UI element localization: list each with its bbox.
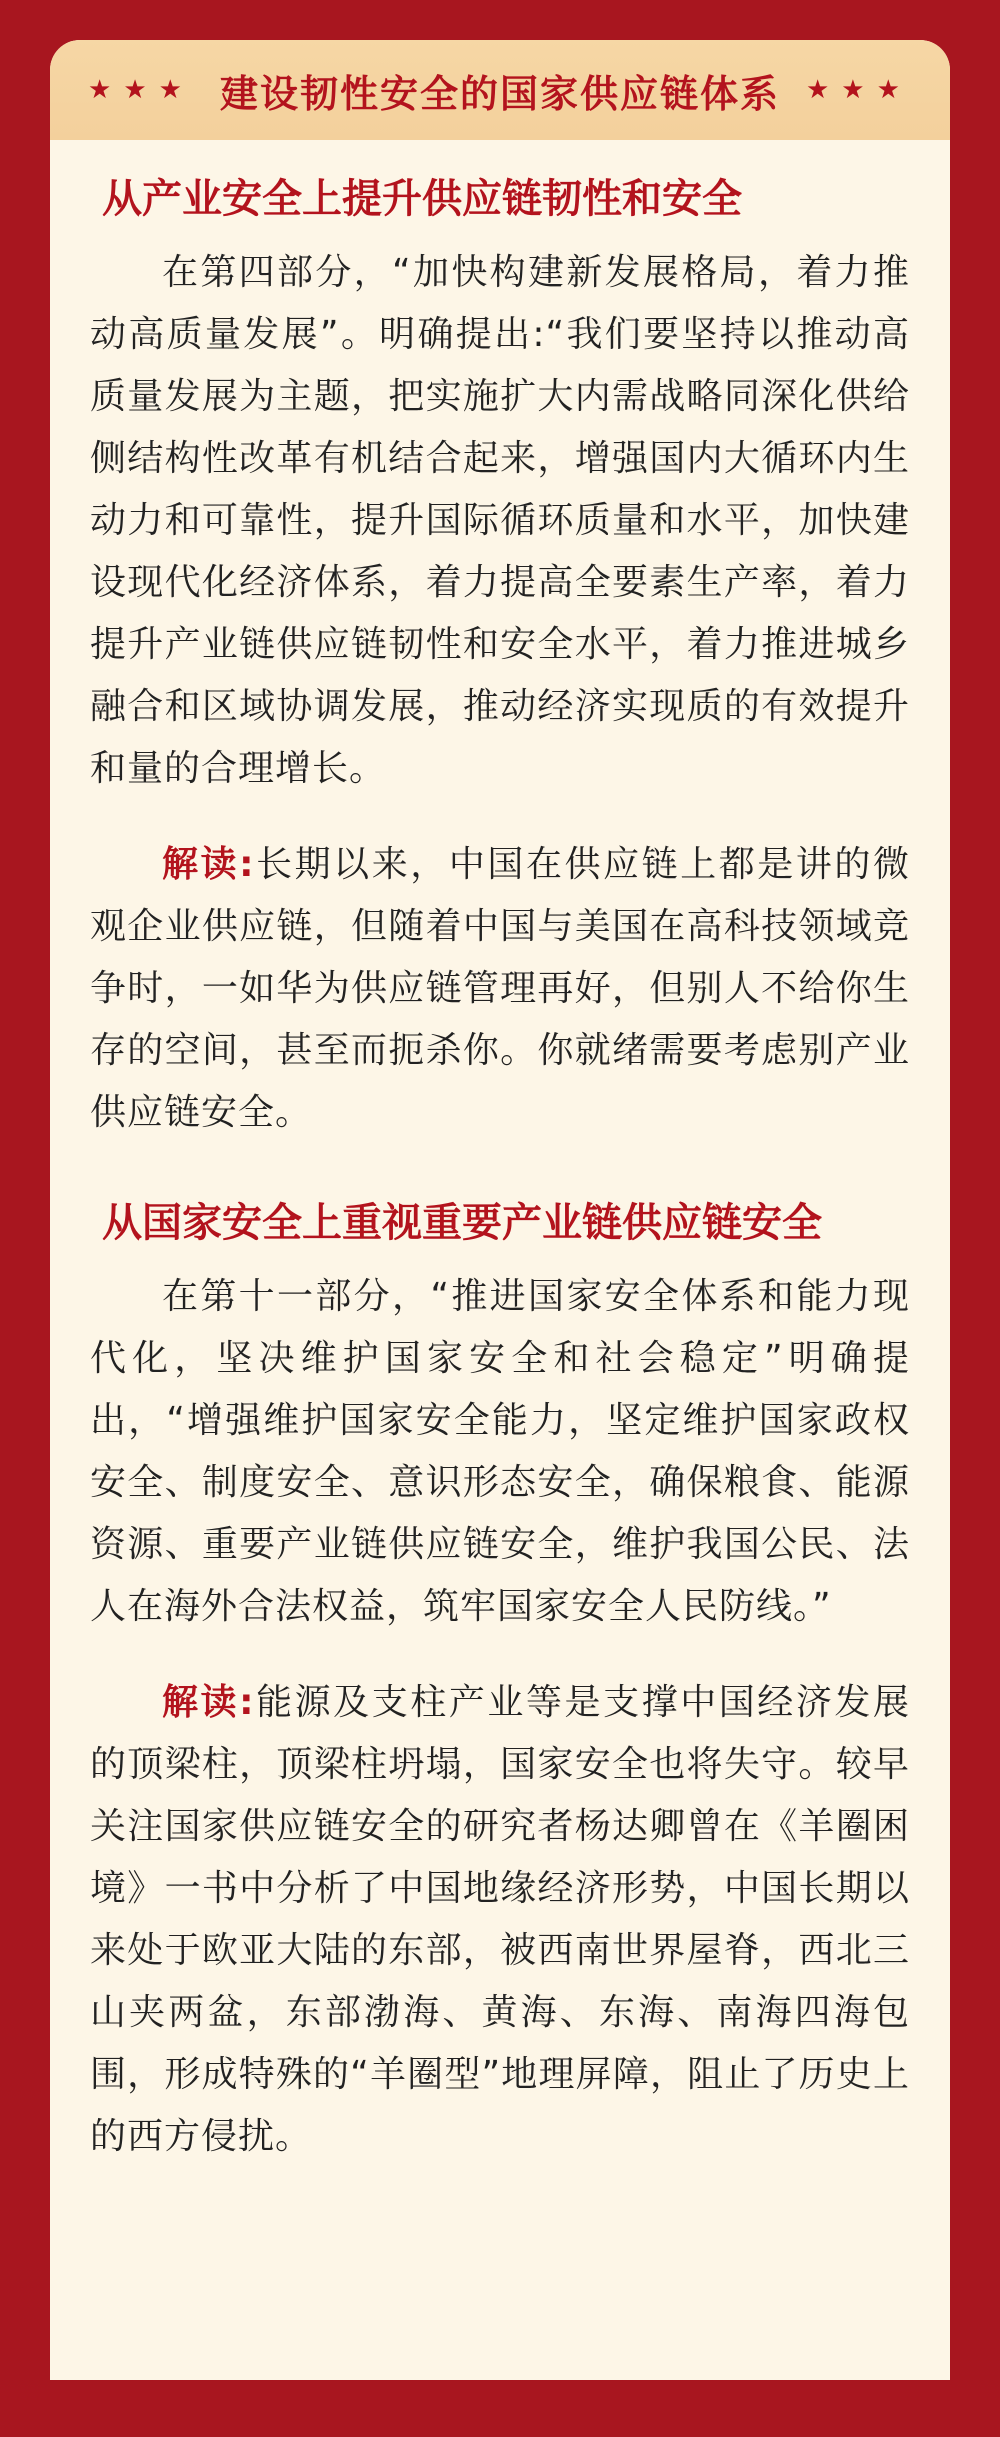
header-banner xyxy=(50,40,950,140)
interpretation-paragraph xyxy=(90,1672,910,2168)
star-icons-left: ★★★ xyxy=(88,75,194,105)
interpretation-label: 解读: xyxy=(162,1682,255,1723)
section-paragraph: 在第十一部分，“推进国家安全体系和能力现代化，坚决维护国家安全和社会稳定”明确提出，“增强维护国家安全能力，坚定维护国家政权安全、制度安全、意识形态安全，确保粮食、能源资源、重要产业链供应链安全，维护我国公民、法人在海外合法权益，筑牢国家安全人民防线。” xyxy=(90,1276,910,1627)
header-title: 建设韧性安全的国家供应链体系 xyxy=(219,71,780,116)
interpretation-paragraph xyxy=(90,834,910,1144)
section-title-national-security: 从国家安全上重视重要产业链供应链安全 xyxy=(102,1200,822,1246)
section-title-industry-security: 从产业安全上提升供应链韧性和安全 xyxy=(102,176,742,222)
star-icons-right: ★★★ xyxy=(806,75,912,105)
section-paragraph: 在第四部分，“加快构建新发展格局，着力推动高质量发展”。明确提出:“我们要坚持以推动高质量发展为主题，把实施扩大内需战略同深化供给侧结构性改革有机结合起来，增强国内大循环内生动力和可靠性，提升国际循环质量和水平，加快建设现代化经济体系，着力提高全要素生产率，着力提升产业链供应链韧性和安全水平，着力推进城乡融合和区域协调发展，推动经济实现质的有效提升和量的合理增长。 xyxy=(90,252,910,789)
article-body xyxy=(50,140,950,2168)
article-card xyxy=(50,40,950,2380)
interpretation-label: 解读: xyxy=(162,844,255,885)
interpretation-text: 能源及支柱产业等是支撑中国经济发展的顶梁柱，顶梁柱坍塌，国家安全也将失守。较早关注国家供应链安全的研究者杨达卿曾在《羊圈困境》一书中分析了中国地缘经济形势，中国长期以来处于欧亚大陆的东部，被西南世界屋脊，西北三山夹两盆，东部渤海、黄海、东海、南海四海包围，形成特殊的“羊圈型”地理屏障，阻止了历史上的西方侵扰。 xyxy=(90,1682,910,2157)
interpretation-text: 长期以来，中国在供应链上都是讲的微观企业供应链，但随着中国与美国在高科技领域竞争时，一如华为供应链管理再好，但别人不给你生存的空间，甚至而扼杀你。你就绪需要考虑别产业供应链安全。 xyxy=(90,844,910,1133)
